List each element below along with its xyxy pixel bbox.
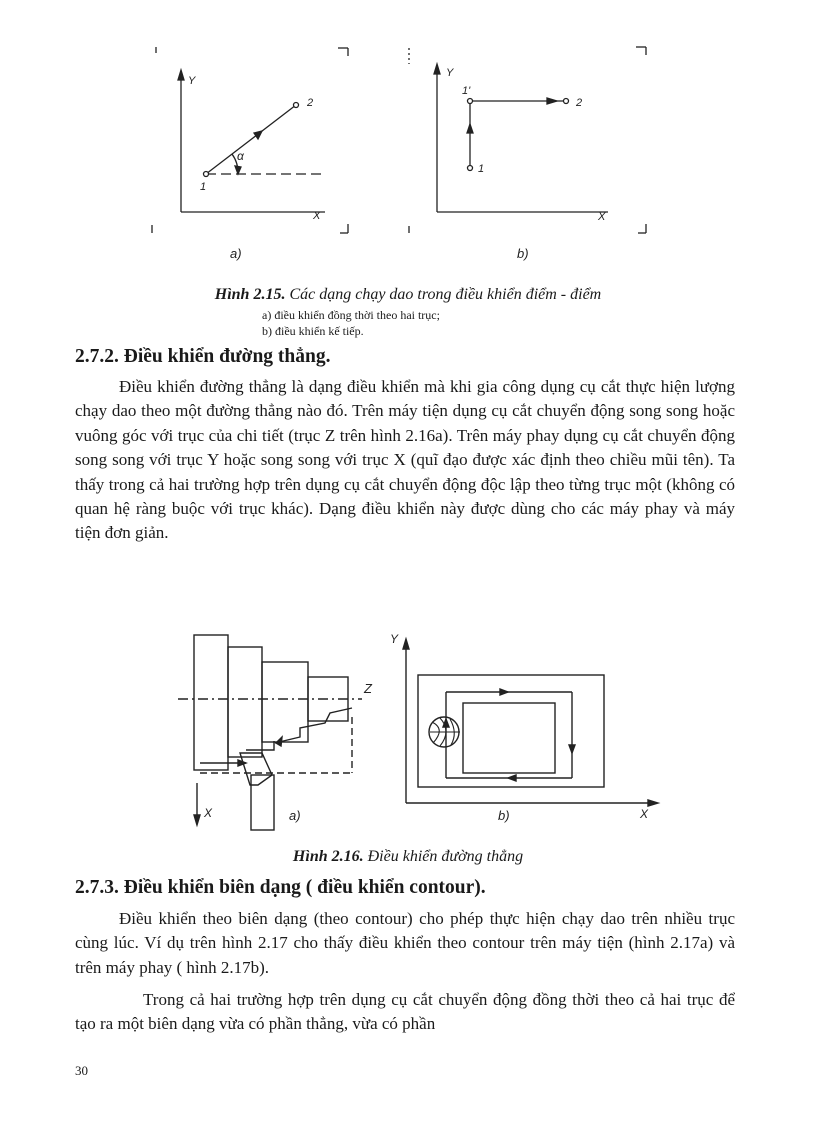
fig15b-point-1-prime	[468, 99, 473, 104]
fig15a-point-1-label: 1	[200, 181, 207, 193]
fig15b-point-1-label: 1	[478, 163, 485, 175]
fig16a-jaw	[228, 647, 262, 757]
fig15-caption-label: Hình 2.15.	[214, 286, 286, 303]
section-272-paragraph: Điều khiển đường thẳng là dạng điều khiển mà khi gia công dụng cụ cắt thực hiện lượng chạy dao theo một đường thẳng nào đó. Trên máy tiện dụng cụ cắt chuyển động song song hoặc vuông góc với trục của chi tiết (trục Z trên hình 2.16a). Trên máy phay dụng cụ cắt chuyển động song song với trục Y hoặc song song với trục X (quĩ đạo được xác định theo chiều mũi tên). Ta thấy trong cả hai trường hợp trên dụng cụ cắt chuyển động độc lập theo từng trục một (không có quan hệ ràng buộc với trục khác). Dạng điều khiển này được dùng cho các máy phay và máy tiện đơn giản.	[75, 377, 735, 543]
fig15a-point-2	[294, 103, 299, 108]
fig15b-point-2-label: 2	[576, 97, 583, 109]
fig16-caption-label: Hình 2.16.	[292, 848, 364, 865]
fig15-caption	[0, 286, 816, 304]
fig15-subcaption-a: a) điều khiển đồng thời theo hai trục;	[262, 308, 440, 322]
fig15b-x-label: X	[598, 211, 606, 223]
fig15a-point-2-label: 2	[307, 97, 314, 109]
fig15a-angle-label: α	[237, 149, 244, 163]
fig16b-label: b)	[498, 808, 510, 823]
section-272-heading: 2.7.2. Điều khiển đường thẳng.	[75, 346, 331, 367]
fig16a-chuck	[194, 635, 228, 770]
fig16a-tool-holder	[251, 775, 274, 830]
fig16a-label: a)	[289, 808, 301, 823]
fig16a-tool-path-1	[275, 708, 352, 743]
figure-2-15	[0, 0, 816, 275]
fig15a-label: a)	[230, 246, 242, 261]
fig16a-workpiece-large	[262, 662, 308, 742]
fig15b-label: b)	[517, 246, 529, 261]
fig15a-path-arrow	[254, 131, 262, 139]
fig15b-point-1	[468, 166, 473, 171]
fig16a-tool-tip	[240, 753, 272, 785]
fig15a-path	[206, 105, 296, 174]
fig15b-point-1-prime-label: 1'	[462, 85, 471, 97]
section-273-paragraph-2: Trong cả hai trường hợp trên dụng cụ cắt chuyển động đồng thời theo cả hai trục để tạo ra một biên dạng vừa có phần thẳng, vừa có phần	[75, 990, 735, 1034]
fig16a-x-label: X	[204, 806, 213, 820]
fig15-subcaption-b: b) điều khiển kế tiếp.	[262, 324, 364, 338]
figure-2-16	[0, 625, 816, 840]
fig15a-y-label: Y	[188, 75, 196, 87]
fig15a-y-arrow	[178, 70, 184, 80]
fig16-caption	[0, 848, 816, 866]
fig15a-point-1	[204, 172, 209, 177]
fig15b-point-2	[564, 99, 569, 104]
fig16b-x-label: X	[640, 807, 649, 821]
fig16b-pocket	[463, 703, 555, 773]
fig15a-x-label: X	[313, 210, 321, 222]
fig15-caption-text: Các dạng chạy dao trong điều khiển điểm - điểm	[289, 286, 602, 303]
fig16a-z-label: Z	[364, 681, 372, 696]
section-273-paragraph-1: Điều khiển theo biên dạng (theo contour) cho phép thực hiện chạy dao trên nhiều trục cùng lúc. Ví dụ trên hình 2.17 cho thấy điều khiển theo contour trên máy tiện (hình 2.17a) và trên máy phay ( hình 2.17b).	[75, 909, 735, 977]
page-number: 30	[75, 1063, 88, 1078]
fig16b-y-label: Y	[390, 632, 399, 646]
fig15b-y-arrow	[434, 64, 440, 74]
fig16-caption-text: Điều khiển đường thẳng	[367, 848, 524, 865]
section-273-heading: 2.7.3. Điều khiển biên dạng ( điều khiển contour).	[75, 877, 486, 898]
fig15b-y-label: Y	[446, 67, 454, 79]
